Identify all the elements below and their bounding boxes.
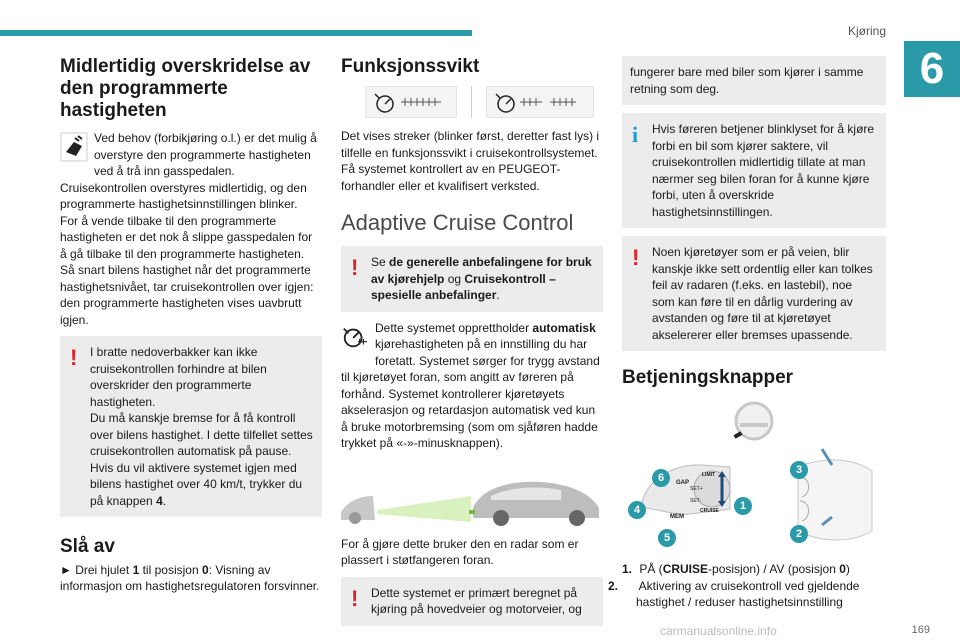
controls-list — [608, 561, 886, 611]
badge-1 — [734, 497, 752, 515]
radar-car-illustration — [341, 466, 603, 526]
warning-text-3c: . — [162, 493, 167, 508]
section-title: Kjøring — [847, 24, 886, 38]
column-2 — [341, 56, 603, 634]
badge-4 — [628, 501, 646, 519]
warning-icon: ! — [632, 245, 640, 270]
step-1-num: 1. — [622, 562, 633, 576]
acc-description — [341, 320, 603, 452]
rec-b: de generelle anbefalingene for bruk av kjørehjelp — [371, 255, 592, 286]
switch-off-c: til posisjon — [139, 562, 202, 577]
info-text: Hvis føreren betjener blinklyset for å kjøre forbi en bil som kjører saktere, vil cruisekontrollen midlertidig tillate at man nærmer seg bilen foran for å kunne kjøre forbi, uten å overskride hastighetsinnstillingen. — [652, 122, 875, 219]
badge-5 — [658, 529, 676, 547]
watermark: carmanualsonline.info — [660, 624, 777, 638]
warning-icon: ! — [70, 345, 78, 370]
heading-adaptive-cruise: Adaptive Cruise Control — [341, 210, 574, 235]
indicator-divider — [471, 86, 472, 118]
warning-text-2: Du må kanskje bremse for å få kontroll over bilens hastighet. I dette tilfellet settes cruisekontrollen automatisk på pause. — [90, 411, 313, 458]
warning-note-downhill — [60, 336, 322, 517]
warning-icon: ! — [351, 255, 359, 280]
badge-2-label: 2 — [790, 525, 808, 543]
rec-a: Se — [371, 255, 390, 269]
label-mem: MEM — [670, 514, 684, 520]
badge-5-label: 5 — [658, 529, 676, 547]
switch-off-a: ► Drei hjulet — [60, 562, 133, 577]
adaptive-cruise-icon — [341, 322, 369, 352]
column-3 — [608, 56, 886, 611]
warning-icon: ! — [351, 585, 359, 611]
warning-note-roads — [341, 577, 603, 626]
roads-warning-text: Dette systemet er primært beregnet på kjøring på hovedveier og motorveier, og — [371, 585, 582, 616]
indicator-speedometer-dashes — [365, 86, 457, 118]
rec-d: Cruisekontroll – spesielle anbefalinger — [371, 271, 556, 302]
column-1 — [60, 56, 322, 595]
rec-c: og — [444, 271, 465, 286]
indicator-speedometer-dashes-alt — [486, 86, 594, 118]
warning-note-recommendations — [341, 246, 603, 312]
acc-text-c: kjørehastigheten på en innstilling du har foretatt. Systemet sørger for trygg avstand til kjøretøyet foran, som angitt av føreren på forhånd. Systemet kontrollerer kjøretøyets akselerasjon og retardasjon automatisk ved kun å bruke motorbremsing (som om sjåføren hadde trykket på «-»-minusknappen). — [341, 337, 600, 450]
heading-controls: Betjeningsknapper — [622, 367, 794, 388]
badge-3 — [790, 461, 808, 479]
page-number: 169 — [911, 624, 930, 636]
step-1-e: ) — [845, 562, 850, 576]
label-limit: LIMIT — [702, 472, 716, 478]
step-2-text: Aktivering av cruisekontroll ved gjeldende hastighet / reduser hastighetsinnstilling — [636, 578, 860, 609]
switch-off-e: : Visning av informasjon om hastighetsregulatoren forsvinner. — [60, 562, 320, 593]
controls-diagram — [622, 397, 886, 547]
badge-3-label: 3 — [790, 461, 808, 479]
chapter-tab: 6 — [904, 41, 960, 97]
override-p4: Så snart bilens hastighet når det programmerte hastighetsnivået, tar cruisekontrollen over igjen: den programmerte hastigheten vises uavbrutt igjen. — [60, 263, 314, 327]
switch-off-d: 0 — [201, 562, 209, 577]
step-2-num: 2. — [608, 578, 619, 593]
step-2 — [608, 578, 886, 611]
accelerator-pedal-icon — [60, 132, 88, 162]
radar-text: For å gjøre dette bruker den en radar som er plassert i støtfangeren foran. — [341, 536, 579, 567]
continued-text: fungerer bare med biler som kjører i samme retning som deg. — [630, 65, 864, 96]
malfunction-text: Det vises streker (blinker først, deretter fast lys) i tilfelle en funksjonssvikt i cruisekontrollsystemet. Få systemet kontrollert av en PEUGEOT-forhandler eller et kvalifisert verksted. — [341, 129, 600, 193]
rec-e: . — [496, 288, 500, 302]
override-intro-text: Ved behov (forbikjøring o.l.) er det mulig å overstyre den programmerte hastigheten ved å trå inn gasspedalen. — [94, 131, 317, 178]
switch-off-text — [60, 562, 322, 595]
label-set-minus: SET- — [690, 498, 702, 504]
badge-1-label: 1 — [734, 497, 752, 515]
malfunction-indicators — [365, 86, 603, 118]
warning-text-3 — [90, 460, 314, 510]
heading-malfunction: Funksjonssvikt — [341, 56, 480, 77]
override-intro — [60, 130, 322, 180]
step-1-b: CRUISE — [662, 562, 709, 576]
step-1-d: 0 — [839, 562, 846, 576]
warning-text-1: I bratte nedoverbakker kan ikke cruisekontrollen forhindre at bilen overskrider den programmerte hastigheten. — [90, 345, 267, 409]
heading-switch-off: Slå av — [60, 536, 115, 557]
badge-6 — [652, 469, 670, 487]
recommendations-text — [371, 254, 595, 304]
label-gap: GAP — [676, 480, 690, 486]
acc-text-b: automatisk — [532, 320, 596, 335]
warning-note-radar — [622, 236, 886, 351]
step-1 — [622, 561, 886, 578]
label-cruise: CRUISE — [700, 508, 719, 514]
step-1-c: -posisjon) / AV (posisjon — [708, 562, 840, 576]
note-continued — [622, 56, 886, 105]
info-icon: i — [632, 122, 639, 147]
switch-off-b: 1 — [132, 562, 140, 577]
override-p3: For å vende tilbake til den programmerte hastigheten er det nok å slippe gasspedalen for å gå tilbake til den programmerte hastigheten. — [60, 213, 313, 261]
badge-6-label: 6 — [652, 469, 670, 487]
badge-2 — [790, 525, 808, 543]
button-ref-4: 4 — [156, 493, 163, 508]
warning-text-3a: Hvis du vil aktivere systemet igjen med bilens hastighet over 40 km/t, trykker du på knappen — [90, 460, 303, 508]
acc-text-a: Dette systemet opprettholder — [375, 320, 533, 335]
info-note-overtake — [622, 113, 886, 228]
header-accent-bar — [0, 30, 472, 36]
badge-4-label: 4 — [628, 501, 646, 519]
radar-warning-text: Noen kjøretøyer som er på veien, blir kanskje ikke sett ordentlig eller kan tolkes feil av radaren (f.eks. en lastebil), noe som kan føre til en dårlig vurdering av avstanden og føre til at kjøretøyet akselererer eller bremses upassende. — [652, 245, 873, 342]
heading-temporary-override: Midlertidig overskridelse av den programmerte hastigheten — [60, 56, 311, 121]
step-1-a: PÅ ( — [639, 562, 663, 576]
label-set-plus: SET+ — [690, 486, 703, 492]
override-p2: Cruisekontrollen overstyres midlertidig, og den programmerte hastighetsinnstillingen blinker. — [60, 180, 307, 211]
